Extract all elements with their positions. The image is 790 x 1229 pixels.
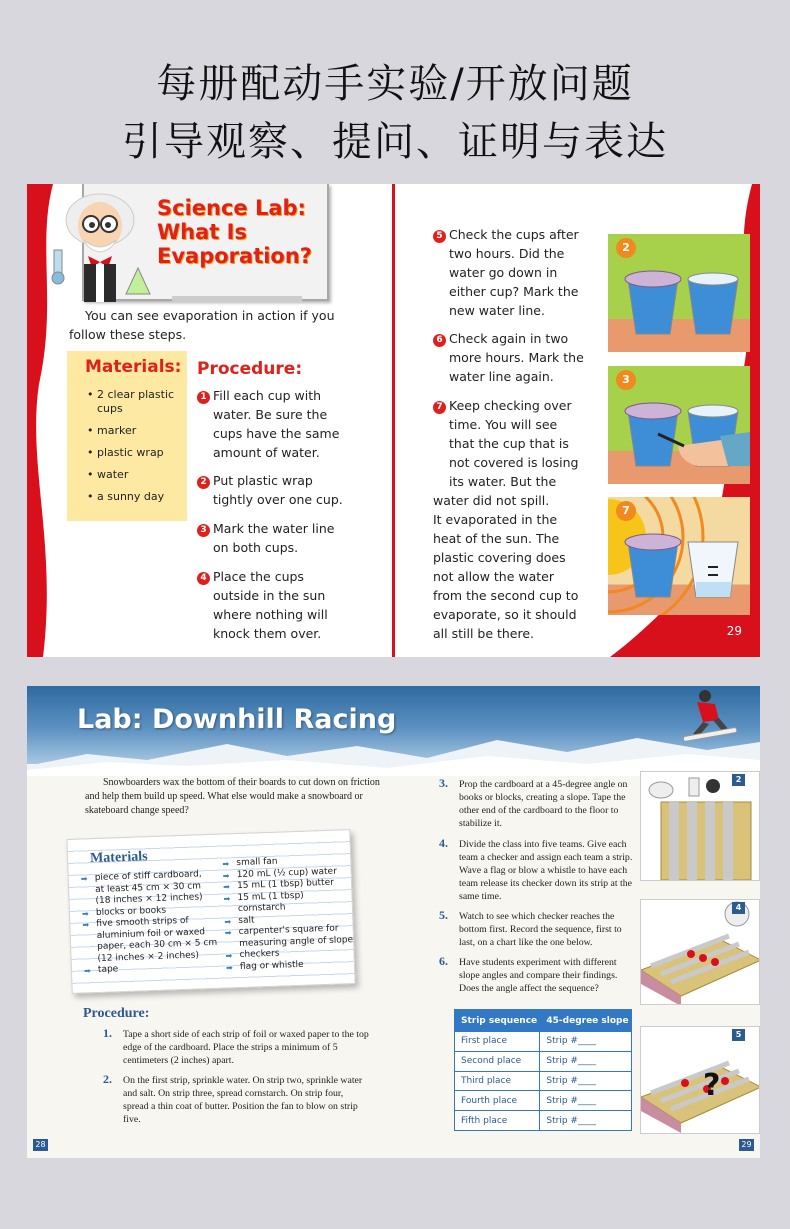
step-text: Watch to see which checker reaches the bottom first. Record the sequence, first to last, on a chart like the one below. bbox=[459, 911, 622, 948]
procedure-step-2 bbox=[103, 1072, 371, 1126]
step-line: evaporate, so it should bbox=[433, 607, 577, 622]
snowboarder-illustration bbox=[667, 686, 739, 744]
page-number-right: 29 bbox=[739, 1139, 754, 1151]
step-line: Place the cups bbox=[213, 569, 304, 584]
photo-number-badge: 3 bbox=[616, 370, 636, 390]
procedure-step-7 bbox=[433, 396, 578, 643]
materials-item: • marker bbox=[87, 424, 187, 438]
step-line: Put plastic wrap bbox=[213, 473, 313, 488]
arrow-icon: ➡ bbox=[223, 893, 231, 904]
arrow-icon: ➡ bbox=[222, 859, 230, 869]
step-line: more hours. Mark the bbox=[449, 350, 584, 365]
table-cell: Second place bbox=[455, 1051, 540, 1071]
materials-line: (18 inches × 12 inches) bbox=[95, 892, 203, 907]
arrow-icon: ➡ bbox=[224, 928, 232, 938]
professor-illustration bbox=[42, 190, 157, 302]
materials-list bbox=[87, 388, 187, 512]
table-cell: First place bbox=[455, 1032, 540, 1052]
materials-notecard bbox=[66, 829, 355, 994]
materials-item: • water bbox=[87, 468, 187, 482]
photo-step-2 bbox=[640, 771, 760, 881]
arrow-icon: ➡ bbox=[224, 916, 232, 927]
arrow-icon: ➡ bbox=[82, 920, 90, 930]
photo-number-badge: 7 bbox=[616, 501, 636, 521]
materials-item: • 2 clear plastic cups bbox=[87, 388, 187, 416]
table-row bbox=[455, 1032, 632, 1052]
step-number-badge: 5 bbox=[433, 230, 446, 243]
step-line: water did not spill. bbox=[433, 493, 550, 508]
materials-line: paper, each 30 cm × 5 cm bbox=[96, 937, 218, 952]
step-line: not allow the water bbox=[433, 569, 554, 584]
step-line: Fill each cup with bbox=[213, 388, 322, 403]
intro-line-1: You can see evaporation in action if you bbox=[85, 308, 335, 323]
step-line: Keep checking over bbox=[449, 398, 572, 413]
materials-line: tape bbox=[97, 964, 119, 975]
arrow-icon: ➡ bbox=[222, 882, 231, 892]
step-line: where nothing will bbox=[213, 607, 328, 622]
arrow-icon: ➡ bbox=[83, 966, 91, 976]
photo-step-5 bbox=[640, 1026, 760, 1134]
materials-line: (12 inches × 2 inches) bbox=[97, 949, 200, 964]
step-line: its water. But the bbox=[449, 474, 557, 489]
photo-step-2 bbox=[608, 234, 750, 352]
materials-line: salt bbox=[238, 914, 255, 926]
materials-line: 15 mL (1 tbsp) butter bbox=[236, 877, 335, 892]
step-number: 3. bbox=[439, 776, 448, 790]
materials-line: checkers bbox=[239, 948, 280, 961]
procedure-step-2 bbox=[197, 471, 343, 509]
procedure-step-5 bbox=[439, 908, 637, 949]
procedure-step-6 bbox=[439, 954, 637, 995]
downhill-racing-spread bbox=[27, 686, 760, 1158]
intro-line-2: follow these steps. bbox=[69, 327, 187, 342]
procedure-title: Procedure: bbox=[83, 1006, 150, 1021]
step-line: Check the cups after bbox=[449, 227, 579, 242]
strip-sequence-table bbox=[454, 1009, 632, 1131]
photo-step-3 bbox=[608, 366, 750, 484]
step-number-badge: 7 bbox=[433, 401, 446, 414]
step-line: Check again in two bbox=[449, 331, 569, 346]
arrow-icon: ➡ bbox=[80, 874, 88, 884]
table-cell: Fifth place bbox=[455, 1111, 540, 1131]
step-line: water line again. bbox=[449, 369, 554, 384]
step-number-badge: 2 bbox=[197, 476, 210, 489]
table-row bbox=[455, 1091, 632, 1111]
headline-line-2: 引导观察、提问、证明与表达 bbox=[122, 119, 668, 165]
step-line: cups have the same bbox=[213, 426, 340, 441]
step-text: On the first strip, sprinkle water. On strip two, sprinkle water and salt. On strip three, spread cornstarch. On strip four, spread a thin coat of butter. Position the fan to blow on strip five. bbox=[123, 1075, 363, 1125]
arrow-icon: ➡ bbox=[81, 908, 89, 919]
intro-text bbox=[69, 306, 369, 344]
materials-line: 120 mL (½ cup) water bbox=[236, 866, 337, 880]
procedure-step-4 bbox=[439, 836, 637, 903]
photo-step-4 bbox=[640, 899, 760, 1005]
photo-number-badge: 5 bbox=[732, 1029, 745, 1041]
step-line: all still be there. bbox=[433, 626, 535, 641]
step-line: time. You will see bbox=[449, 417, 558, 432]
step-line: plastic covering does bbox=[433, 550, 566, 565]
strips-illustration bbox=[641, 772, 760, 881]
step-number: 5. bbox=[439, 908, 448, 922]
table-cell: Fourth place bbox=[455, 1091, 540, 1111]
table-cell: Strip #____ bbox=[540, 1091, 632, 1111]
materials-line: blocks or books bbox=[95, 905, 167, 918]
step-line: water go down in bbox=[449, 265, 558, 280]
race-illustration bbox=[641, 1027, 760, 1134]
procedure-title: Procedure: bbox=[197, 359, 303, 379]
photo-number-badge: 2 bbox=[732, 774, 745, 786]
step-number-badge: 4 bbox=[197, 572, 210, 585]
step-line: It evaporated in the bbox=[433, 512, 558, 527]
materials-line: measuring angle of slope bbox=[238, 934, 354, 949]
procedure-step-4 bbox=[197, 567, 328, 643]
step-line: not covered is losing bbox=[449, 455, 579, 470]
materials-line: aluminium foil or waxed bbox=[96, 926, 206, 941]
table-cell: Strip #____ bbox=[540, 1111, 632, 1131]
step-line: knock them over. bbox=[213, 626, 322, 641]
materials-line: at least 45 cm × 30 cm bbox=[94, 880, 202, 895]
step-line: that the cup that is bbox=[449, 436, 569, 451]
page-number-left: 28 bbox=[45, 624, 61, 638]
materials-list-col-1 bbox=[81, 869, 225, 977]
table-cell: Third place bbox=[455, 1071, 540, 1091]
table-cell: Strip #____ bbox=[540, 1051, 632, 1071]
arrow-icon: ➡ bbox=[225, 951, 233, 961]
procedure-step-1 bbox=[103, 1026, 371, 1067]
materials-line: 15 mL (1 tbsp) cornstarch bbox=[237, 890, 304, 915]
page-number-left: 28 bbox=[33, 1139, 48, 1151]
table-row bbox=[455, 1051, 632, 1071]
materials-line: piece of stiff cardboard, bbox=[94, 869, 202, 884]
step-number-badge: 1 bbox=[197, 391, 210, 404]
step-line: from the second cup to bbox=[433, 588, 579, 603]
step-number-badge: 3 bbox=[197, 524, 210, 537]
materials-item bbox=[82, 915, 224, 966]
materials-title: Materials: bbox=[85, 357, 182, 377]
table-header-cell: 45-degree slope bbox=[540, 1010, 632, 1032]
step-number: 2. bbox=[103, 1072, 112, 1086]
lab-title: Lab: Downhill Racing bbox=[77, 704, 397, 735]
table-cell: Strip #____ bbox=[540, 1032, 632, 1052]
lab-title-line-1: Science Lab: bbox=[157, 196, 306, 220]
procedure-step-3 bbox=[197, 519, 334, 557]
whiteboard-tray bbox=[172, 296, 302, 302]
procedure-step-1 bbox=[197, 386, 339, 462]
materials-line: carpenter's square for bbox=[238, 923, 339, 938]
headline-line-1: 每册配动手实验/开放问题 bbox=[156, 61, 634, 107]
step-text: Tape a short side of each strip of foil or waxed paper to the top edge of the cardboard. Place the strips a minimum of 5 centimeters (2 inches) apart. bbox=[123, 1029, 369, 1066]
step-text: Prop the cardboard at a 45-degree angle on books or blocks, creating a slope. Tape the other end of the cardboard to the floor to stabilize it. bbox=[459, 779, 628, 829]
step-line: either cup? Mark the bbox=[449, 284, 579, 299]
table-row bbox=[455, 1111, 632, 1131]
materials-line: small fan bbox=[236, 856, 278, 869]
photo-step-7 bbox=[608, 497, 750, 615]
page-number-right: 29 bbox=[726, 624, 742, 638]
intro-text: Snowboarders wax the bottom of their boards to cut down on friction and help them build up speed. What else would make a snowboard or skateboard change speed? bbox=[85, 777, 380, 816]
materials-item: • a sunny day bbox=[87, 490, 187, 504]
step-line: new water line. bbox=[449, 303, 545, 318]
lab-title-line-2: What Is bbox=[157, 220, 247, 244]
photo-number-badge: 2 bbox=[616, 238, 636, 258]
step-number: 6. bbox=[439, 954, 448, 968]
procedure-step-5 bbox=[433, 225, 579, 320]
step-number-badge: 6 bbox=[433, 334, 446, 347]
materials-item: • plastic wrap bbox=[87, 446, 187, 460]
materials-title: Materials bbox=[89, 849, 148, 867]
arrow-icon: ➡ bbox=[225, 962, 233, 973]
photo-number-badge: 4 bbox=[732, 902, 745, 914]
materials-line: five smooth strips of bbox=[96, 915, 189, 930]
table-header-row bbox=[455, 1010, 632, 1032]
table-cell: Strip #____ bbox=[540, 1071, 632, 1091]
table-row bbox=[455, 1071, 632, 1091]
slope-illustration bbox=[641, 900, 760, 1005]
lab-title-line-3: Evaporation? bbox=[157, 244, 312, 268]
step-line: water. Be sure the bbox=[213, 407, 328, 422]
arrow-icon: ➡ bbox=[222, 870, 230, 881]
procedure-step-6 bbox=[433, 329, 584, 386]
procedure-step-3 bbox=[439, 776, 637, 830]
step-text: Divide the class into five teams. Give each team a checker and assign each team a strip. Wave a flag or blow a whistle to have each team release its checker down its strip at the same time. bbox=[459, 839, 633, 902]
step-line: tightly over one cup. bbox=[213, 492, 343, 507]
materials-list-col-2 bbox=[222, 854, 356, 973]
materials-item bbox=[81, 869, 222, 908]
step-line: heat of the sun. The bbox=[433, 531, 560, 546]
step-number: 4. bbox=[439, 836, 448, 850]
question-mark-icon: ? bbox=[703, 1068, 721, 1103]
table-header-cell: Strip sequence bbox=[455, 1010, 540, 1032]
step-text: Have students experiment with different slope angles and compare their findings. Does the angle affect the sequence? bbox=[459, 957, 618, 994]
step-line: outside in the sun bbox=[213, 588, 326, 603]
step-number: 1. bbox=[103, 1026, 112, 1040]
lab-title bbox=[157, 196, 312, 268]
materials-line: flag or whistle bbox=[239, 959, 304, 972]
evaporation-lab-spread bbox=[27, 184, 760, 657]
step-line: Mark the water line bbox=[213, 521, 335, 536]
step-line: two hours. Did the bbox=[449, 246, 565, 261]
step-line: on both cups. bbox=[213, 540, 299, 555]
step-line: amount of water. bbox=[213, 445, 320, 460]
